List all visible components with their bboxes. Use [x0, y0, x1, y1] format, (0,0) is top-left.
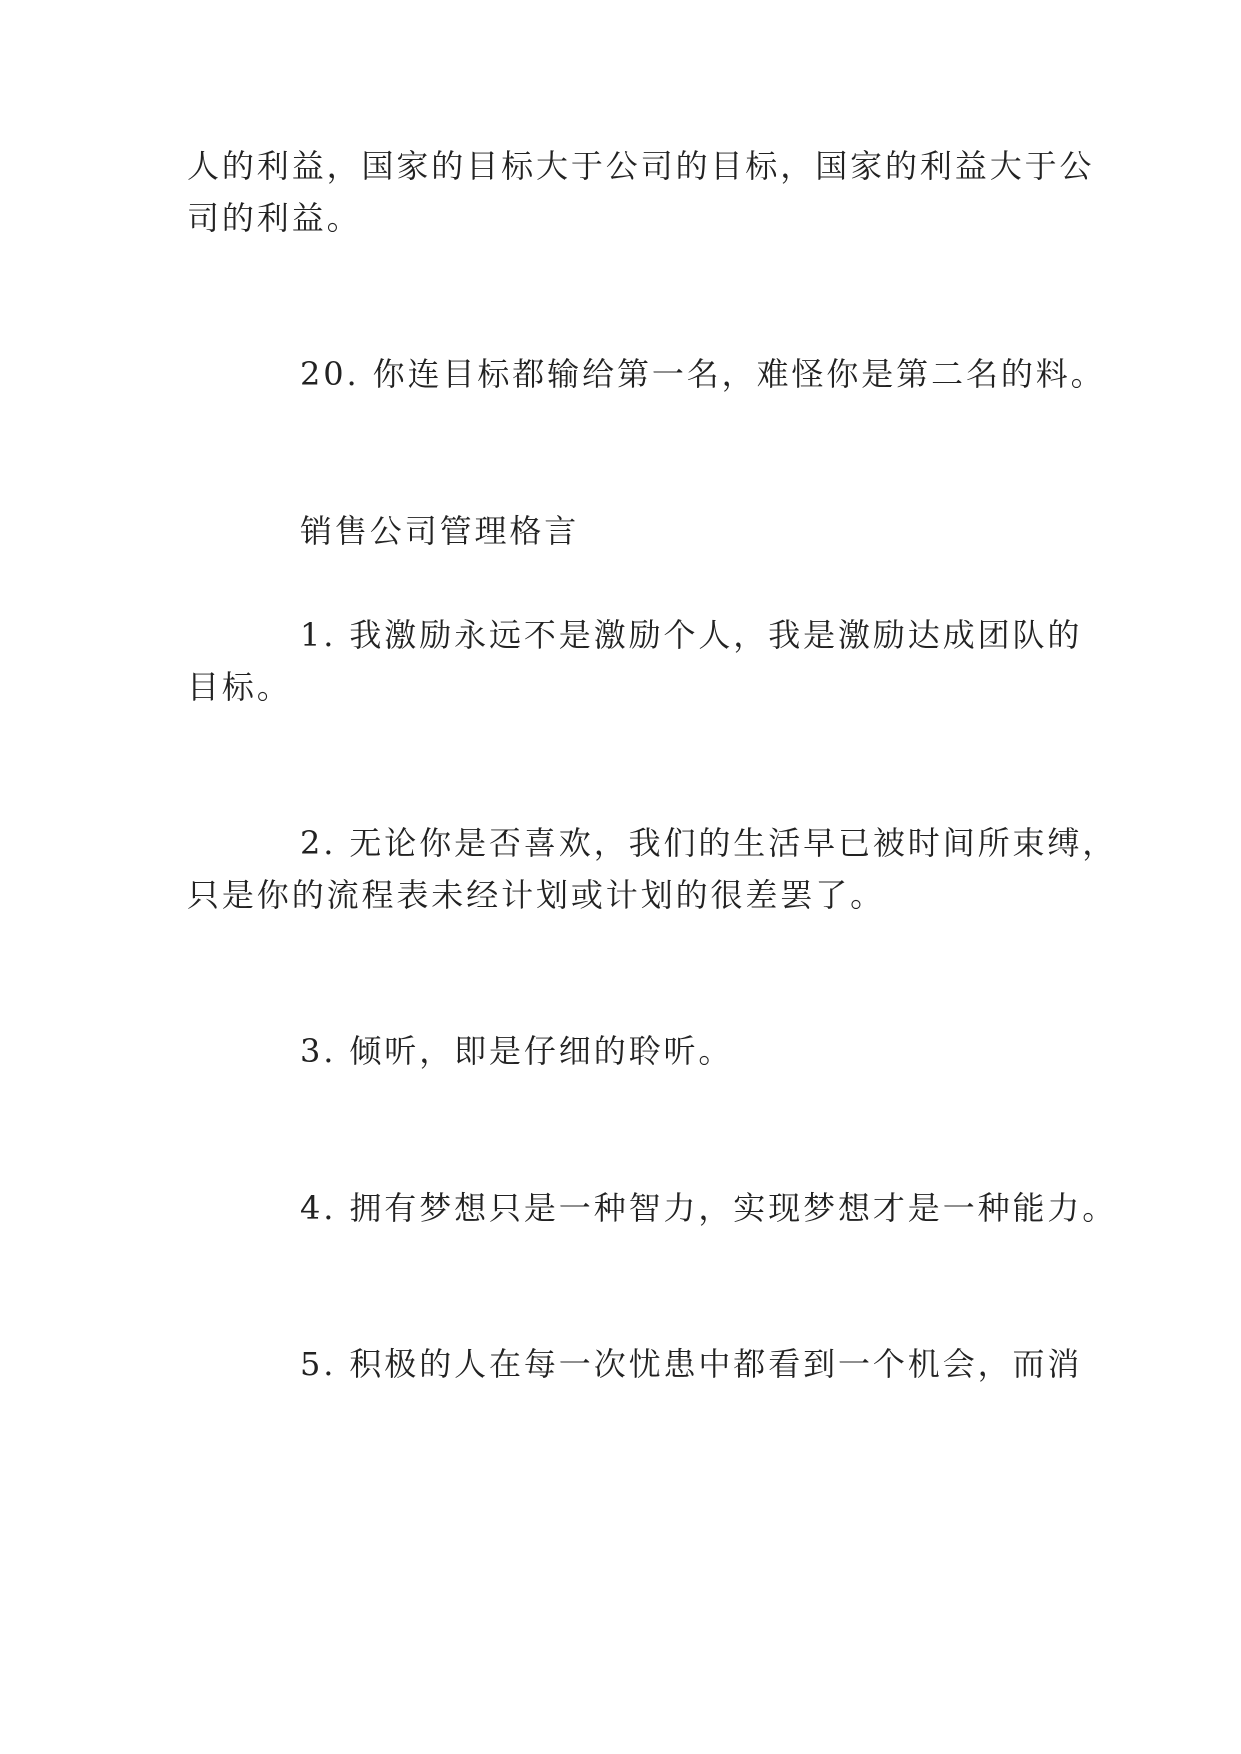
paragraph-line: 目标。	[187, 668, 292, 706]
paragraph-line: 5. 积极的人在每一次忧患中都看到一个机会，而消	[300, 1345, 1083, 1383]
paragraph-line: 3. 倾听，即是仔细的聆听。	[300, 1032, 734, 1070]
paragraph-line: 只是你的流程表未经计划或计划的很差罢了。	[187, 876, 886, 914]
paragraph-line: 1. 我激励永远不是激励个人，我是激励达成团队的	[300, 616, 1083, 654]
heading-text: 销售公司管理格言	[300, 512, 580, 550]
paragraph-line: 人的利益，国家的目标大于公司的目标，国家的利益大于公	[187, 147, 1095, 185]
paragraph-line: 4. 拥有梦想只是一种智力，实现梦想才是一种能力。	[300, 1189, 1118, 1227]
paragraph-line: 2. 无论你是否喜欢，我们的生活早已被时间所束缚，	[300, 824, 1118, 862]
paragraph-line: 司的利益。	[187, 199, 362, 237]
paragraph-line: 20. 你连目标都输给第一名，难怪你是第二名的料。	[300, 355, 1106, 393]
